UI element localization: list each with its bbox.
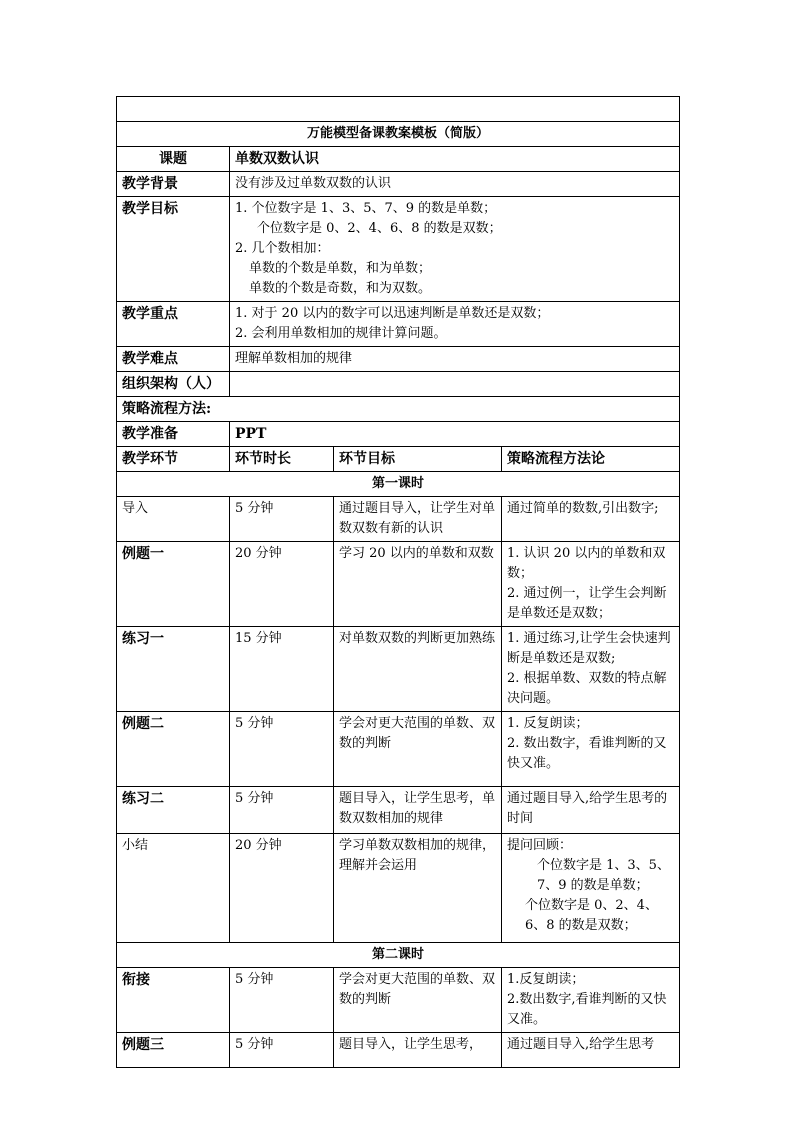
step-row [117, 968, 680, 1033]
background-row [117, 172, 680, 197]
strategy-row [117, 397, 680, 422]
key-points-row [117, 302, 680, 347]
goals-label: 教学目标 [117, 197, 230, 302]
step-method [502, 1033, 680, 1068]
step-goal [334, 787, 502, 834]
step-goal [334, 1033, 502, 1068]
goals-cell [230, 197, 680, 302]
prep-value: PPT [230, 422, 680, 447]
method-text: 个位数字是 1、3、5、7、9 的数是单数； [537, 858, 670, 893]
step-name: 衔接 [117, 968, 230, 1033]
step-name: 例题二 [117, 712, 230, 787]
page-title: 万能模型备课教案模板（简版） [117, 122, 680, 147]
step-time: 5 分钟 [230, 787, 334, 834]
step-goal [334, 497, 502, 542]
goals-row [117, 197, 680, 302]
course-value: 单数双数认识 [230, 147, 680, 172]
step-time: 5 分钟 [230, 497, 334, 542]
method-text: 2. 根据单数、双数的特点解决问题。 [507, 671, 667, 706]
step-name: 导入 [117, 497, 230, 542]
method-text: 1. 认识 20 以内的单数和双数； [507, 546, 666, 581]
prep-row [117, 422, 680, 447]
method-text: 2. 通过例一，让学生会判断是单数还是双数； [507, 586, 667, 621]
step-name: 例题一 [117, 542, 230, 627]
step-row [117, 497, 680, 542]
prep-label: 教学准备 [117, 422, 230, 447]
step-time: 15 分钟 [230, 627, 334, 712]
method-text: 1. 反复朗读； [507, 716, 589, 731]
column-header: 环节时长 [230, 447, 334, 472]
blank-top-row [117, 97, 680, 122]
step-time: 5 分钟 [230, 968, 334, 1033]
step-name: 练习一 [117, 627, 230, 712]
step-time: 5 分钟 [230, 1033, 334, 1068]
step-method [502, 497, 680, 542]
step-time: 20 分钟 [230, 542, 334, 627]
step-method [502, 968, 680, 1033]
method-text: 1. 通过练习,让学生会快速判断是单数还是双数; [507, 631, 671, 666]
step-row [117, 712, 680, 787]
column-header: 教学环节 [117, 447, 230, 472]
goal-line: 2. 几个数相加： [235, 241, 330, 256]
step-method [502, 787, 680, 834]
goal-text: 学会对更大范围的单数、双数的判断 [339, 972, 496, 1007]
background-label: 教学背景 [117, 172, 230, 197]
goal-line: 1. 个位数字是 1、3、5、7、9 的数是单数； [235, 201, 497, 216]
column-header: 环节目标 [334, 447, 502, 472]
section-header-row [117, 472, 680, 497]
key-line: 1. 对于 20 以内的数字可以迅速判断是单数还是双数； [235, 306, 550, 321]
section-title: 第一课时 [117, 472, 680, 497]
step-row [117, 834, 680, 943]
strategy-label: 策略流程方法: [117, 397, 680, 422]
goal-text: 学习单数双数相加的规律，理解并会运用 [339, 838, 496, 873]
goal-line: 单数的个数是单数，和为单数； [249, 261, 432, 276]
lesson-plan-table [116, 96, 680, 1068]
difficulty-label: 教学难点 [117, 347, 230, 372]
section-title: 第二课时 [117, 943, 680, 968]
step-row [117, 627, 680, 712]
goal-text: 学习 20 以内的单数和双数 [339, 546, 494, 561]
course-label: 课题 [117, 147, 230, 172]
goal-line: 个位数字是 0、2、4、6、8 的数是双数； [257, 221, 502, 236]
step-row [117, 787, 680, 834]
goal-text: 学会对更大范围的单数、双数的判断 [339, 716, 496, 751]
goal-line: 单数的个数是奇数，和为双数。 [249, 281, 432, 296]
section-header-row [117, 943, 680, 968]
step-row [117, 1033, 680, 1068]
title-row [117, 122, 680, 147]
method-text: 通过简单的数数,引出数字; [507, 501, 659, 516]
step-time: 5 分钟 [230, 712, 334, 787]
method-text: 通过题目导入,给学生思考 [507, 1037, 655, 1052]
step-row [117, 542, 680, 627]
difficulty-row [117, 347, 680, 372]
step-method [502, 627, 680, 712]
background-value: 没有涉及过单数双数的认识 [230, 172, 680, 197]
goal-text: 题目导入，让学生思考， [339, 1037, 483, 1052]
org-value [230, 372, 680, 397]
step-goal [334, 712, 502, 787]
step-name: 例题三 [117, 1033, 230, 1068]
method-text: 个位数字是 0、2、4、6、8 的数是双数； [525, 898, 658, 933]
key-label: 教学重点 [117, 302, 230, 347]
step-name: 练习二 [117, 787, 230, 834]
goal-text: 通过题目导入，让学生对单数双数有新的认识 [339, 501, 496, 536]
course-row [117, 147, 680, 172]
goal-text: 题目导入，让学生思考，单数双数相加的规律 [339, 791, 496, 826]
difficulty-value: 理解单数相加的规律 [230, 347, 680, 372]
step-goal [334, 834, 502, 943]
org-label: 组织架构（人） [117, 372, 230, 397]
method-text: 通过题目导入,给学生思考的时间 [507, 791, 668, 826]
step-goal [334, 968, 502, 1033]
method-text: 2.数出数字,看谁判断的又快又准。 [507, 992, 667, 1027]
column-header: 策略流程方法论 [502, 447, 680, 472]
step-time: 20 分钟 [230, 834, 334, 943]
method-text: 1.反复朗读； [507, 972, 585, 987]
org-row [117, 372, 680, 397]
key-line: 2. 会利用单数相加的规律计算问题。 [235, 326, 447, 341]
method-text: 提问回顾： [507, 838, 573, 853]
step-goal [334, 542, 502, 627]
step-goal [334, 627, 502, 712]
step-method [502, 712, 680, 787]
column-header-row [117, 447, 680, 472]
step-method [502, 542, 680, 627]
step-name: 小结 [117, 834, 230, 943]
step-method [502, 834, 680, 943]
goal-text: 对单数双数的判断更加熟练 [339, 631, 496, 646]
method-text: 2. 数出数字，看谁判断的又快又准。 [507, 736, 667, 771]
key-cell [230, 302, 680, 347]
